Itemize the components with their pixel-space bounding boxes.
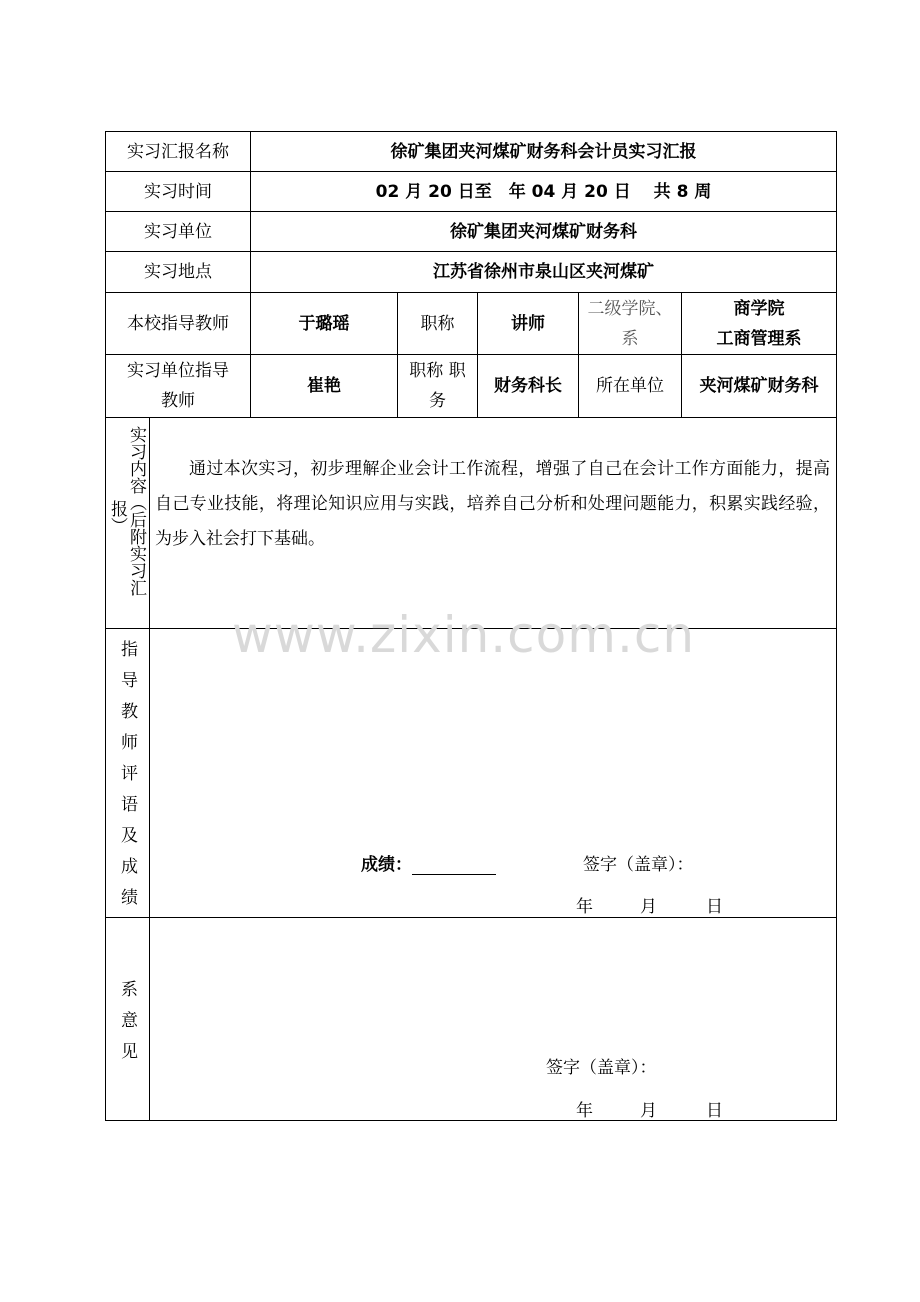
dept-label-vertical: 系意见 (117, 980, 137, 1073)
content-body-text: 通过本次实习，初步理解企业会计工作流程，增强了自己在会计工作方面能力，提高自己专业技能，将理论知识应用与实践，培养自己分析和处理问题能力，积累实践经验，为步入社会打下基础。 (155, 459, 830, 549)
dept-date-month: 月 (640, 1101, 657, 1121)
internship-unit-label: 实习单位 (105, 211, 251, 252)
internship-time-label: 实习时间 (105, 171, 251, 212)
school-advisor-name: 于璐瑶 (250, 292, 398, 355)
teacher-date-month: 月 (640, 897, 657, 917)
teacher-sign-label: 签字（盖章）： (583, 855, 694, 875)
grade-label: 成绩： (361, 855, 412, 875)
unit-advisor-title-label (397, 354, 478, 418)
unit-advisor-label-line1: 实习单位指导 (127, 361, 229, 381)
dept-value-line1: 商学院 (733, 298, 785, 319)
unit-advisor-label-line2: 教师 (161, 391, 195, 411)
grade-field (361, 850, 496, 875)
internship-unit-value: 徐矿集团夹河煤矿财务科 (250, 211, 837, 252)
unit-title-label-line1: 职称 职 (409, 361, 466, 381)
teacher-date-year: 年 (576, 897, 593, 917)
dept-sign-label: 签字（盖章）： (546, 1058, 657, 1078)
teacher-date-day: 日 (706, 897, 723, 917)
internship-location-value: 江苏省徐州市泉山区夹河煤矿 (250, 251, 837, 293)
unit-advisor-name: 崔艳 (250, 354, 398, 418)
school-advisor-title-label: 职称 (397, 292, 478, 355)
school-advisor-dept-value (681, 292, 837, 355)
dept-label-line2: 系 (621, 328, 639, 349)
internship-location-label: 实习地点 (105, 251, 251, 293)
unit-location-label: 所在单位 (578, 354, 682, 418)
unit-advisor-label (105, 354, 251, 418)
dept-date-day: 日 (706, 1101, 723, 1121)
report-name-label: 实习汇报名称 (105, 131, 251, 172)
content-label-extra: 报） (107, 500, 127, 534)
dept-value-line2: 工商管理系 (716, 328, 802, 349)
unit-advisor-title-value: 财务科长 (477, 354, 579, 418)
dept-date-year: 年 (576, 1101, 593, 1121)
dept-label-line1: 二级学院、 (587, 298, 673, 319)
grade-blank (412, 856, 496, 875)
school-advisor-dept-label (578, 292, 682, 355)
teacher-label-vertical: 指导教师评语及成绩 (117, 640, 137, 919)
content-label-vertical: 实习内容（后附实习汇 (126, 426, 146, 596)
dept-opinion-cell (149, 917, 837, 1121)
school-advisor-title-value: 讲师 (477, 292, 579, 355)
unit-location-value: 夹河煤矿财务科 (681, 354, 837, 418)
unit-title-label-line2: 务 (429, 391, 446, 411)
report-name-value: 徐矿集团夹河煤矿财务科会计员实习汇报 (250, 131, 837, 172)
internship-time-value: 02 月 20 日至 年 04 月 20 日 共 8 周 (250, 171, 837, 212)
watermark: www.zixin.com.cn (232, 606, 696, 664)
school-advisor-label: 本校指导教师 (105, 292, 251, 355)
